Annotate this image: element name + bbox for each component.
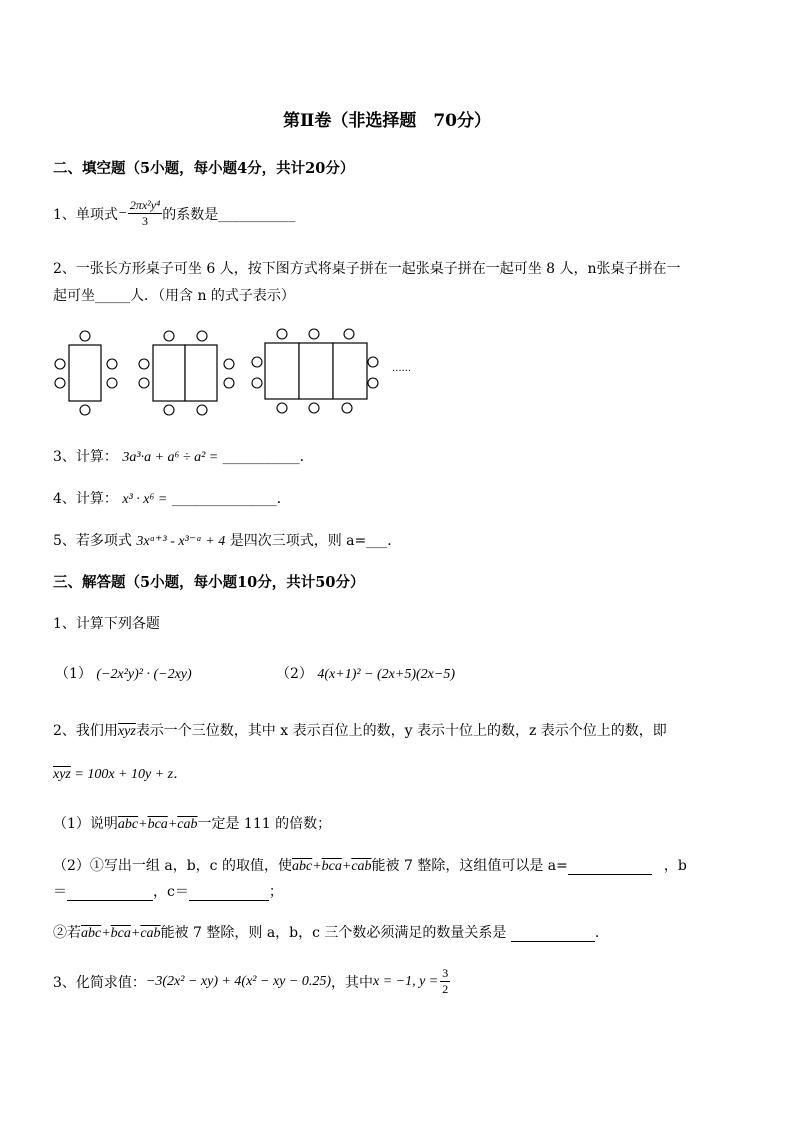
seat bbox=[164, 405, 174, 415]
seat bbox=[368, 378, 378, 388]
overline-cab: $\overline{cab}$ bbox=[140, 926, 161, 941]
part-text: ． bbox=[594, 925, 609, 941]
equals-sign: ＝ bbox=[53, 884, 67, 900]
overline-cab: $\overline{cab}$ bbox=[351, 859, 372, 874]
seat bbox=[277, 329, 287, 339]
seat bbox=[107, 359, 117, 369]
question-2-2-line2: 起可坐_____人．（用含 n 的式子表示） bbox=[53, 288, 295, 304]
overline-bca: $\overline{bca}$ bbox=[321, 859, 342, 874]
table bbox=[265, 343, 299, 399]
question-3-2-part1: （1）说明$\overline{abc}+\overline{bca}+\overline{cab}$一定是 111 的倍数； bbox=[53, 816, 332, 832]
seat bbox=[55, 378, 65, 388]
page-title: 第Ⅱ卷（非选择题 70分） bbox=[283, 111, 491, 131]
math-expression: −3(2x² − xy) + 4(x² − xy − 0.25) bbox=[145, 973, 331, 989]
part-text: ，b bbox=[663, 858, 687, 874]
math-expression: 3a³·a + a⁶ ÷ a² = bbox=[122, 450, 219, 465]
overline-number: $\overline{xyz}$ bbox=[53, 767, 71, 782]
seat bbox=[224, 359, 234, 369]
part-label: （1）说明 bbox=[53, 816, 118, 832]
question-2-5 bbox=[53, 530, 401, 550]
math-expression: (−2x²y)² · (−2xy) bbox=[96, 667, 192, 682]
seat bbox=[252, 357, 262, 367]
math-expression: x³ · x⁶ = bbox=[122, 492, 168, 507]
question-3-2-line2 bbox=[53, 763, 187, 783]
continuation-dots: ······ bbox=[392, 366, 412, 377]
table bbox=[185, 345, 217, 401]
question-suffix: _______________． bbox=[171, 491, 291, 507]
question-3-2-part3: ②若$\overline{abc}+\overline{bca}+\overline{cab}$能被 7 整除，则 a，b，c 三个数必须满足的数量关系是 ． bbox=[53, 925, 609, 941]
seat bbox=[309, 329, 319, 339]
y-fraction bbox=[440, 966, 450, 997]
seat bbox=[164, 331, 174, 341]
fraction-denominator: 2 bbox=[442, 982, 449, 996]
answer-blank-c[interactable] bbox=[189, 884, 269, 901]
table bbox=[299, 343, 333, 399]
overline-abc: $\overline{abc}$ bbox=[81, 926, 102, 941]
question-text: 3、化简求值： bbox=[53, 974, 146, 991]
overline-bca: $\overline{bca}$ bbox=[147, 817, 168, 832]
math-condition: x = −1, y = bbox=[372, 973, 439, 989]
part-label: ②若 bbox=[53, 925, 81, 941]
overline-abc: $\overline{abc}$ bbox=[117, 817, 139, 832]
question-text: 3、计算： bbox=[53, 449, 118, 465]
part-text: ，c＝ bbox=[153, 884, 189, 900]
monomial-fraction bbox=[128, 198, 162, 229]
seat bbox=[224, 378, 234, 388]
seat bbox=[197, 331, 207, 341]
question-text: ，其中 bbox=[330, 974, 373, 991]
part-text: ； bbox=[268, 884, 283, 900]
seat bbox=[139, 378, 149, 388]
question-3-1-part1 bbox=[55, 663, 192, 683]
question-2-4 bbox=[53, 488, 291, 508]
seat bbox=[344, 329, 354, 339]
question-suffix: 的系数是___________ bbox=[162, 206, 296, 223]
section-heading-fill-in: 二、填空题（5小题，每小题4分，共计20分） bbox=[53, 160, 355, 177]
seat bbox=[139, 359, 149, 369]
seat bbox=[309, 403, 319, 413]
part-text: 能被 7 整除，这组值可以是 a= bbox=[371, 858, 568, 874]
math-expression: 3xᵃ⁺³ - x³⁻ᵃ + 4 bbox=[136, 534, 226, 549]
question-text: 表示一个三位数，其中 x 表示百位上的数，y 表示十位上的数，z 表示个位上的数，即 bbox=[135, 723, 667, 739]
seat bbox=[55, 359, 65, 369]
seat bbox=[80, 331, 90, 341]
question-3-1: 1、计算下列各题 bbox=[53, 616, 160, 632]
seat bbox=[277, 403, 287, 413]
question-2-3 bbox=[53, 446, 314, 466]
question-2-1 bbox=[53, 198, 295, 229]
seat bbox=[107, 378, 117, 388]
overline-cab: $\overline{cab}$ bbox=[177, 817, 198, 832]
part-label: （1） bbox=[55, 666, 92, 682]
overline-abc: $\overline{abc}$ bbox=[291, 859, 313, 874]
fraction-numerator: 2πx²y⁴ bbox=[129, 198, 161, 212]
answer-blank-a[interactable] bbox=[568, 858, 652, 875]
section-heading-solutions: 三、解答题（5小题，每小题10分，共计50分） bbox=[53, 574, 365, 591]
answer-blank-b[interactable] bbox=[67, 884, 153, 901]
minus-sign: − bbox=[118, 205, 127, 221]
seat bbox=[197, 405, 207, 415]
question-3-2-line1 bbox=[53, 720, 667, 740]
question-3-3 bbox=[53, 966, 450, 997]
tables-diagram bbox=[52, 328, 432, 418]
expansion: = 100x + 10y + z． bbox=[70, 767, 188, 782]
part-text: 能被 7 整除，则 a，b，c 三个数必须满足的数量关系是 bbox=[160, 925, 507, 941]
seat bbox=[342, 403, 352, 413]
question-text: 2、我们用 bbox=[53, 723, 118, 739]
question-2-2-line1: 2、一张长方形桌子可坐 6 人，按下图方式将桌子拼在一起张桌子拼在一起可坐 8 人，n张桌子拼在一 bbox=[53, 261, 681, 277]
question-3-2-part2-line2 bbox=[53, 881, 283, 901]
math-expression: 4(x+1)² − (2x+5)(2x−5) bbox=[317, 667, 455, 682]
seat bbox=[80, 405, 90, 415]
part-text: 一定是 111 的倍数； bbox=[197, 816, 332, 832]
question-3-2-part2-line1: （2）①写出一组 a，b，c 的取值，使$\overline{abc}+\overline{bca}+\overline{cab}$能被 7 整除，这组值可以是 a= ，b bbox=[53, 858, 687, 874]
answer-blank-relation[interactable] bbox=[511, 925, 595, 942]
seat bbox=[368, 357, 378, 367]
question-text: 5、若多项式 bbox=[53, 533, 132, 549]
table bbox=[333, 343, 367, 399]
table bbox=[153, 345, 185, 401]
overline-number: $\overline{xyz}$ bbox=[117, 724, 136, 739]
question-text: 1、单项式 bbox=[53, 206, 118, 223]
question-text: 4、计算： bbox=[53, 491, 118, 507]
question-3-1-part2 bbox=[276, 663, 455, 683]
question-suffix: ___________． bbox=[222, 449, 314, 465]
fraction-numerator: 3 bbox=[442, 966, 449, 980]
question-suffix: 是四次三项式，则 a=___． bbox=[229, 533, 402, 549]
part-label: （2）①写出一组 a，b，c 的取值，使 bbox=[53, 858, 292, 874]
part-label: （2） bbox=[276, 666, 313, 682]
overline-bca: $\overline{bca}$ bbox=[110, 926, 131, 941]
table bbox=[69, 345, 101, 401]
fraction-denominator: 3 bbox=[142, 214, 149, 228]
seat bbox=[252, 378, 262, 388]
